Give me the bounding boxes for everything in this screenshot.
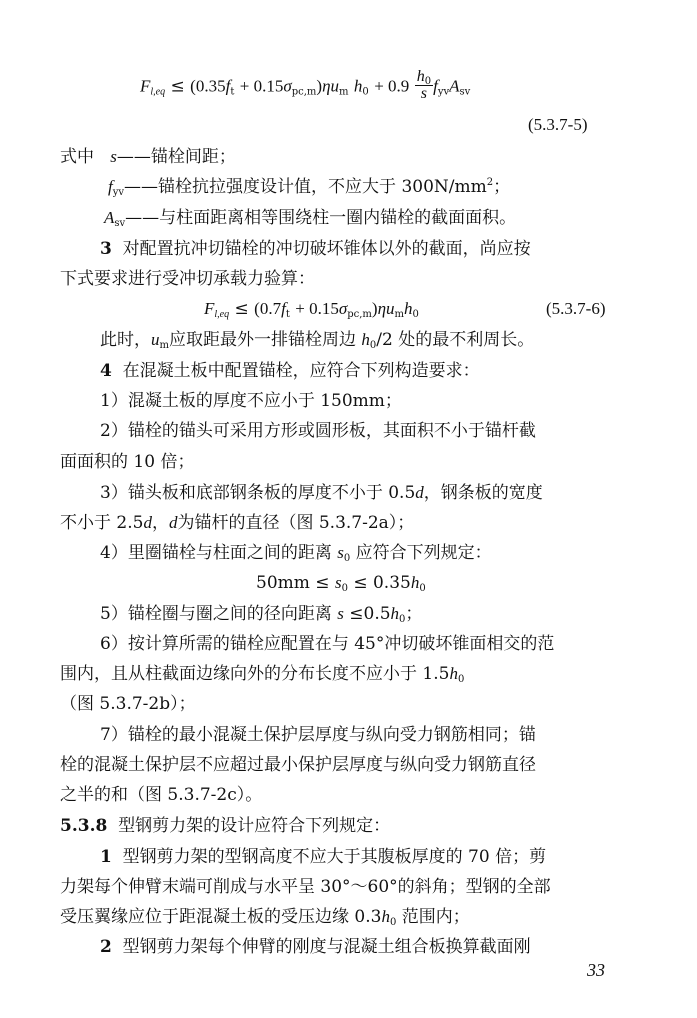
note-um: 此时，$u_m$应取距最外一排锚栓周边 $h_0/2$ 处的最不利周长。 (100, 330, 535, 351)
formula-s0-range: $50mm \le s_0 \le 0.35h_0$ (256, 573, 426, 594)
equation-number-5-3-7-6: (5.3.7-6) (546, 299, 606, 318)
sub-item-2-line-1: 2）锚栓的锚头可采用方形或圆形板，其面积不小于锚杆截 (100, 421, 536, 441)
sub-item-4: 4）里圈锚栓与柱面之间的距离 $s_0$ 应符合下列规定： (100, 543, 492, 564)
sub-item-7-line-3: 之半的和（图 5.3.7-2c）。 (60, 785, 263, 805)
formula-5-3-7-5: $F_{l,eq} \le (0.35f_t + 0.15\sigma_{pc,m})\eta u_m$ $h_0 + 0.9$ $\frac{h_0}{s}$ $f_{yv}A_{sv}$ (140, 68, 471, 102)
item-3-line-2: 下式要求进行受冲切承载力验算： (60, 269, 315, 289)
section-5-3-8-item-1-line-3: 受压翼缘应位于距混凝土板的受压边缘 $0.3h_0$ 范围内； (60, 907, 470, 928)
def-asv: $A_{sv}——$与柱面距离相等围绕柱一圈内锚栓的截面面积。 (104, 208, 517, 229)
where-line-s: 式中 s——锚栓间距； (60, 147, 236, 167)
sub-item-6-line-3: （图 5.3.7-2b）； (60, 694, 196, 714)
formula-5-3-7-6: $F_{l,eq} \le (0.7f_t + 0.15\sigma_{pc,m})\eta u_mh_0$ (204, 299, 419, 320)
sub-item-2-line-2: 面面积的 10 倍； (60, 452, 195, 472)
item-4: 4 在混凝土板中配置锚栓，应符合下列构造要求： (100, 361, 480, 381)
sub-item-3-line-2: 不小于 2.5d，d为锚杆的直径（图 5.3.7-2a）； (60, 513, 415, 533)
section-5-3-8-item-1-line-1: 1 型钢剪力架的型钢高度不应大于其腹板厚度的 70 倍；剪 (100, 847, 547, 867)
item-3-line-1: 3 对配置抗冲切锚栓的冲切破坏锥体以外的截面，尚应按 (100, 239, 531, 259)
equation-number-5-3-7-5: (5.3.7-5) (528, 115, 588, 134)
sub-item-1: 1）混凝土板的厚度不应小于 150mm； (100, 391, 402, 411)
sub-item-6-line-2: 围内，且从柱截面边缘向外的分布长度不应小于 $1.5h_0$ (60, 664, 465, 685)
page-number: 33 (587, 960, 605, 980)
sub-item-7-line-1: 7）锚栓的最小混凝土保护层厚度与纵向受力钢筋相同；锚 (100, 725, 536, 745)
sub-item-5: 5）锚栓圈与圈之间的径向距离 $s \le 0.5h_0$； (100, 604, 423, 625)
fraction-h0-over-s: $\frac{h_0}{s}$ (416, 68, 432, 102)
section-5-3-8-heading: 5.3.8 型钢剪力架的设计应符合下列规定： (60, 816, 391, 836)
sub-item-6-line-1: 6）按计算所需的锚栓应配置在与 45°冲切破坏锥面相交的范 (100, 634, 555, 654)
sub-item-3-line-1: 3）锚头板和底部钢条板的厚度不小于 0.5d，钢条板的宽度 (100, 483, 543, 503)
section-5-3-8-item-1-line-2: 力架每个伸臂末端可削成与水平呈 30°～60°的斜角；型钢的全部 (60, 877, 551, 897)
sub-item-7-line-2: 栓的混凝土保护层不应超过最小保护层厚度与纵向受力钢筋直径 (60, 755, 536, 775)
def-fyv: $f_{yv}——$锚栓抗拉强度设计值，不应大于 $300N/mm^2$； (108, 177, 511, 198)
section-5-3-8-item-2-line-1: 2 型钢剪力架每个伸臂的刚度与混凝土组合板换算截面刚 (100, 937, 531, 957)
